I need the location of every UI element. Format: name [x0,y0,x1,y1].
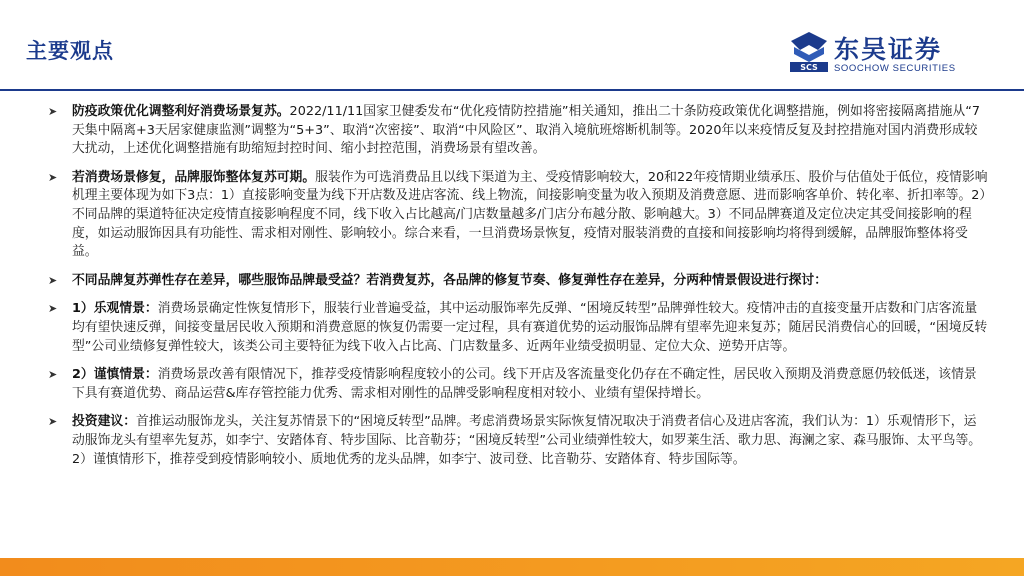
bullet-text: 消费场景确定性恢复情形下，服装行业普遍受益，其中运动服饰率先反弹、“困境反转型”品牌弹性较大。疫情冲击的直接变量开店数和门店客流量均有望快速反弹，间接变量居民收入预期和消费意愿的恢复仍需要一定过程，具有赛道优势的运动服饰品牌有望率先迎来复苏；随居民消费信心的回暖，“困境反转型”公司业绩修复弹性较大，该类公司主要特征为线下收入占比高、门店数量多、近两年业绩受损明显、定位大众、逆势开店等。 [72,301,988,354]
arrow-bullet-icon: ➤ [48,368,58,382]
logo-chinese-name: 东吴证券 [834,35,943,64]
bullet-lead: 投资建议： [72,414,136,430]
key-points-list [48,103,988,479]
bullet-lead: 1）乐观情景： [72,301,158,317]
bullet-item [48,103,988,159]
footer-accent-bar [0,558,1024,576]
logo-mark-icon [788,30,830,74]
arrow-bullet-icon: ➤ [48,105,58,118]
bullet-lead: 2）谨慎情景： [72,367,158,383]
logo-english-name: SOOCHOW SECURITIES [834,63,956,74]
bullet-lead: 若消费场景修复，品牌服饰整体复苏可期。 [72,169,316,185]
arrow-bullet-icon: ➤ [48,273,58,287]
arrow-bullet-icon: ➤ [48,415,58,429]
bullet-text: 首推运动服饰龙头，关注复苏情景下的“困境反转型”品牌。考虑消费场景实际恢复情况取决于消费者信心及进店客流，我们认为：1）乐观情形下，运动服饰龙头有望率先复苏，如李宁、安踏体育、特步国际、比音勒芬；“困境反转型”公司业绩弹性较大，如罗莱生活、歌力思、海澜之家、森马服饰、太平鸟等。2）谨慎情形下，推荐受到疫情影响较小、质地优秀的龙头品牌，如李宁、波司登、比音勒芬、安踏体育、特步国际等。 [72,414,982,467]
arrow-bullet-icon: ➤ [48,302,58,316]
arrow-bullet-icon: ➤ [48,170,58,184]
logo-mark-text: SCS [800,63,818,72]
bullet-lead: 不同品牌复苏弹性存在差异，哪些服饰品牌最受益？若消费复苏，各品牌的修复节奏、修复弹性存在差异，分两种情景假设进行探讨： [72,272,828,288]
bullet-text: 服装作为可选消费品且以线下渠道为主、受疫情影响较大，20和22年疫情期业绩承压、股价与估值处于低位，疫情影响机理主要体现为如下3点：1）直接影响变量为线下开店数及进店客流、线上物流，间接影响变量为收入预期及消费意愿、进而影响客单价、转化率、折扣率等。2）不同品牌的渠道特征决定疫情直接影响程度不同，线下收入占比越高/门店数量越多/门店分布越分散、影响越大。3）不同品牌赛道及定位决定其受间接影响的程度，如运动服饰因具有功能性、需求相对刚性、影响较小。综合来看，一旦消费场景恢复，疫情对服装消费的直接和间接影响均将得到缓解，品牌服饰整体将受益。 [72,169,988,260]
page-title: 主要观点 [26,39,114,63]
bullet-item [48,366,988,403]
bullet-lead: 防疫政策优化调整利好消费场景复苏。 [72,104,290,119]
header-divider [0,89,1024,91]
bullet-item [48,272,988,291]
bullet-item [48,300,988,356]
bullet-text: 消费场景改善有限情况下，推荐受疫情影响程度较小的公司。线下开店及客流量变化仍存在不确定性，居民收入预期及消费意愿仍较低迷，该情景下具有赛道优势、商品运营&库存管控能力优秀、需求相对刚性的品牌受影响程度相对较小、业绩有望保持增长。 [72,367,977,401]
bullet-item [48,413,988,469]
company-logo [788,30,998,78]
bullet-text: 2022/11/11国家卫健委发布“优化疫情防控措施”相关通知，推出二十条防疫政策优化调整措施，例如将密接隔离措施从“7天集中隔离+3天居家健康监测”调整为“5+3”、取消“次密接”、取消“中风险区”、取消入境航班熔断机制等。2020年以来疫情反复及封控措施对国内消费形成较大扰动，上述优化调整措施有助缩短封控时间、缩小封控范围，消费场景有望改善。 [72,104,980,157]
bullet-item [48,169,988,262]
